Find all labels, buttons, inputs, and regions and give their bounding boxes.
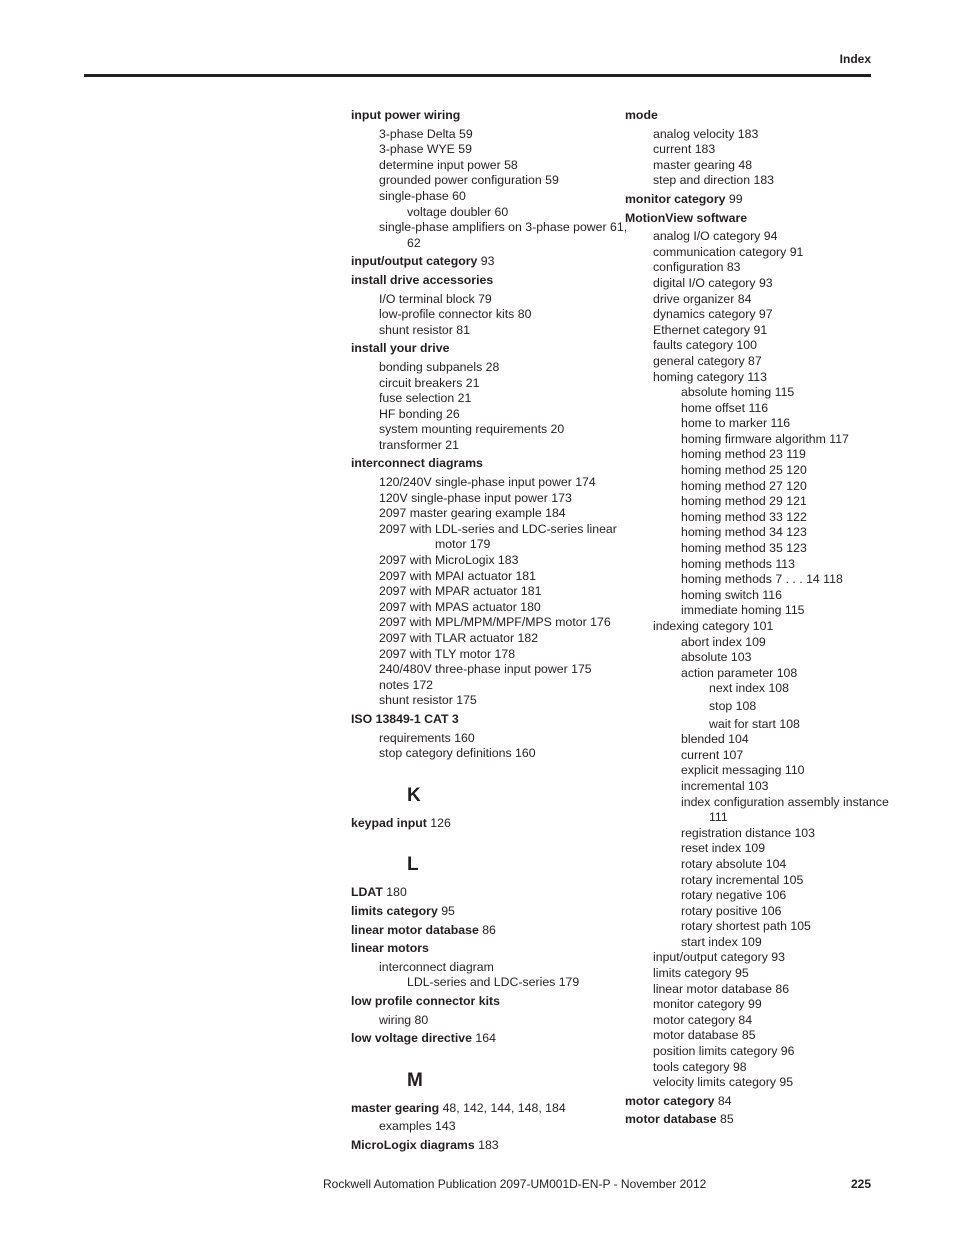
- index-sub-entry-text: wait for start 108: [709, 716, 800, 731]
- index-sub-entry-text: tools category 98: [653, 1059, 747, 1074]
- index-page-refs: 99: [725, 191, 743, 206]
- index-sub-entry-text: registration distance 103: [681, 825, 815, 840]
- index-sub-entry: [351, 662, 611, 678]
- index-sub-entry-text: abort index 109: [681, 634, 766, 649]
- index-sub-entry-text: homing switch 116: [681, 587, 782, 602]
- index-sub-entry-text: action parameter 108: [681, 665, 798, 680]
- index-sub-entry-text: limits category 95: [653, 966, 749, 981]
- index-sub-entry: [625, 666, 875, 682]
- index-sub-entry-text: 2097 master gearing example 184: [379, 506, 566, 521]
- index-sub-entry-text: configuration 83: [653, 260, 741, 275]
- index-sub-entry: [625, 142, 875, 158]
- index-sub-entry-text: 2097 with LDL-series and LDC-series linear: [379, 521, 617, 536]
- index-sub-entry-text: LDL-series and LDC-series 179: [407, 975, 580, 990]
- index-sub-entry-text: step and direction 183: [653, 173, 775, 188]
- index-sub-entry: [625, 572, 875, 588]
- index-sub-entry-text: 3-phase WYE 59: [379, 142, 472, 157]
- index-sub-entry-text: voltage doubler 60: [407, 204, 509, 219]
- index-sub-entry: [351, 647, 611, 663]
- index-sub-entry: [351, 678, 611, 694]
- index-sub-entry-text: stop category definitions 160: [379, 746, 536, 761]
- index-term: low profile connector kits: [351, 993, 500, 1008]
- index-page-refs: 93: [477, 254, 495, 269]
- index-sub-entry: [625, 794, 889, 826]
- index-sub-entry-text: incremental 103: [681, 778, 769, 793]
- index-sub-entry-text: notes 172: [379, 677, 434, 692]
- index-main-entry: [351, 994, 611, 1010]
- index-sub-entry: [625, 732, 875, 748]
- index-main-entry: [351, 885, 611, 901]
- index-sub-entry: [351, 407, 611, 423]
- index-sub-entry-text: absolute 103: [681, 650, 752, 665]
- index-sub-entry-text: rotary incremental 105: [681, 872, 804, 887]
- index-sub-entry: [625, 919, 875, 935]
- index-term: LDAT: [351, 885, 383, 900]
- index-sub-entry-text: single-phase 60: [379, 188, 466, 203]
- index-main-entry: [351, 1031, 611, 1047]
- index-main-entry: [351, 1138, 611, 1154]
- index-sub-entry: [351, 584, 611, 600]
- index-page-refs: 126: [426, 815, 451, 830]
- index-main-entry: [351, 341, 611, 357]
- index-sub-entry: [351, 142, 611, 158]
- index-sub-entry: [625, 1013, 875, 1029]
- index-term: MicroLogix diagrams: [351, 1137, 475, 1152]
- index-sub-entry: [625, 370, 875, 386]
- index-sub-entry: [625, 127, 875, 143]
- index-page-refs: 95: [437, 903, 455, 918]
- index-sub-entry-text: homing method 29 121: [681, 494, 807, 509]
- index-sub-entry: [351, 307, 611, 323]
- index-sub-entry: [351, 292, 611, 308]
- index-sub-entry: [351, 438, 611, 454]
- index-sub-entry: [625, 935, 875, 951]
- index-sub-entry: [625, 873, 875, 889]
- index-sub-entry: [625, 338, 875, 354]
- index-sub-entry: [625, 307, 875, 323]
- index-sub-entry-text: 3-phase Delta 59: [379, 126, 473, 141]
- index-sub-entry: [625, 699, 875, 715]
- index-sub-entry: [625, 463, 875, 479]
- index-sub-entry-text: homing method 23 119: [681, 447, 806, 462]
- index-sub-entry-text: communication category 91: [653, 244, 804, 259]
- index-sub-entry: [351, 615, 611, 631]
- index-sub-entry: [625, 779, 875, 795]
- index-sub-entry: [351, 158, 611, 174]
- index-sub-entry-text: rotary negative 106: [681, 888, 787, 903]
- index-page-refs: 180: [382, 885, 407, 900]
- index-sub-entry: [625, 841, 875, 857]
- index-sub-entry: [625, 619, 875, 635]
- index-sub-entry: [351, 521, 617, 553]
- index-sub-entry: [625, 260, 875, 276]
- index-term: motor category: [625, 1093, 715, 1108]
- index-sub-entry: [351, 960, 611, 976]
- index-sub-entry: [351, 491, 611, 507]
- index-entry-continuation: 62: [407, 235, 421, 250]
- index-sub-entry: [625, 635, 875, 651]
- index-main-entry: [625, 1112, 875, 1128]
- index-sub-entry: [625, 173, 875, 189]
- index-sub-entry: [625, 717, 875, 733]
- index-sub-entry-text: grounded power configuration 59: [379, 173, 559, 188]
- index-sub-entry-text: wiring 80: [379, 1012, 429, 1027]
- index-sub-entry: [351, 553, 611, 569]
- index-sub-entry: [625, 888, 875, 904]
- index-main-entry: [351, 1101, 611, 1117]
- index-sub-entry: [351, 323, 611, 339]
- index-sub-entry-text: homing method 25 120: [681, 463, 807, 478]
- index-sub-entry: [351, 422, 611, 438]
- index-sub-entry-text: 2097 with MPAR actuator 181: [379, 584, 542, 599]
- index-main-entry: [351, 712, 611, 728]
- index-sub-entry-text: analog velocity 183: [653, 126, 759, 141]
- index-term: keypad input: [351, 815, 427, 830]
- footer-publication: Rockwell Automation Publication 2097-UM001D-EN-P - November 2012: [323, 1177, 707, 1191]
- index-sub-entry-text: motor category 84: [653, 1012, 753, 1027]
- index-sub-entry: [625, 323, 875, 339]
- index-main-entry: [625, 108, 875, 124]
- index-sub-entry: [625, 650, 875, 666]
- index-sub-entry: [351, 220, 628, 251]
- index-main-entry: [351, 273, 611, 289]
- index-sub-entry-text: rotary shortest path 105: [681, 919, 811, 934]
- index-sub-entry: [351, 746, 611, 762]
- index-sub-entry-text: homing firmware algorithm 117: [681, 431, 849, 446]
- index-sub-entry-text: requirements 160: [379, 730, 475, 745]
- index-main-entry: [625, 211, 875, 227]
- index-sub-entry: [351, 631, 611, 647]
- index-sub-entry-text: linear motor database 86: [653, 981, 790, 996]
- index-sub-entry: [351, 1013, 611, 1029]
- index-section-letter: M: [407, 1069, 423, 1091]
- index-sub-entry-text: 2097 with TLAR actuator 182: [379, 631, 539, 645]
- index-term: ISO 13849-1 CAT 3: [351, 711, 459, 726]
- index-sub-entry-text: absolute homing 115: [681, 385, 795, 400]
- index-sub-entry: [625, 494, 875, 510]
- index-sub-entry-text: immediate homing 115: [681, 603, 805, 618]
- index-term: linear motors: [351, 941, 429, 956]
- index-sub-entry-text: drive organizer 84: [653, 291, 752, 306]
- index-sub-entry-text: 120V single-phase input power 173: [379, 490, 572, 505]
- index-sub-entry-text: general category 87: [653, 353, 762, 368]
- index-sub-entry: [625, 158, 875, 174]
- index-sub-entry-text: Ethernet category 91: [653, 322, 768, 337]
- index-sub-entry-text: indexing category 101: [653, 619, 774, 633]
- index-term: mode: [625, 108, 658, 122]
- index-sub-entry-text: low-profile connector kits 80: [379, 307, 532, 322]
- index-sub-entry-text: homing category 113: [653, 369, 767, 384]
- index-sub-entry: [625, 525, 875, 541]
- index-sub-entry-text: rotary positive 106: [681, 903, 782, 918]
- index-sub-entry-text: circuit breakers 21: [379, 375, 480, 390]
- index-sub-entry-text: current 183: [653, 142, 716, 157]
- index-sub-entry-text: rotary absolute 104: [681, 856, 787, 871]
- index-main-entry: [351, 456, 611, 472]
- index-sub-entry: [625, 1028, 875, 1044]
- index-sub-entry-text: input/output category 93: [653, 950, 785, 965]
- index-sub-entry-text: bonding subpanels 28: [379, 359, 500, 374]
- index-sub-entry: [625, 588, 875, 604]
- index-sub-entry-text: 2097 with MicroLogix 183: [379, 553, 519, 568]
- index-sub-entry-text: homing method 35 123: [681, 541, 807, 556]
- index-sub-entry-text: index configuration assembly instance: [681, 794, 889, 809]
- index-term: input/output category: [351, 254, 478, 269]
- index-sub-entry: [351, 731, 611, 747]
- index-sub-entry-text: homing method 27 120: [681, 478, 807, 493]
- index-sub-entry-text: homing methods 113: [681, 556, 795, 571]
- index-sub-entry: [625, 763, 875, 779]
- index-main-entry: [625, 1094, 875, 1110]
- index-sub-entry: [351, 127, 611, 143]
- index-sub-entry: [625, 401, 875, 417]
- index-sub-entry: [351, 189, 611, 205]
- index-sub-entry: [625, 904, 875, 920]
- index-term: master gearing: [351, 1100, 440, 1115]
- index-sub-entry-text: position limits category 96: [653, 1044, 795, 1059]
- index-sub-entry: [625, 354, 875, 370]
- index-sub-entry: [625, 276, 875, 292]
- index-sub-entry: [351, 475, 611, 491]
- index-entry-continuation: motor 179: [435, 537, 491, 552]
- index-term: MotionView software: [625, 210, 748, 225]
- index-sub-entry: [625, 541, 875, 557]
- index-sub-entry-text: 240/480V three-phase input power 175: [379, 662, 592, 677]
- index-sub-entry: [625, 292, 875, 308]
- index-column-right: [625, 108, 889, 1128]
- index-sub-entry-text: HF bonding 26: [379, 406, 460, 421]
- index-entry-continuation: 111: [709, 810, 728, 825]
- index-main-entry: [625, 192, 875, 208]
- index-sub-entry-text: digital I/O category 93: [653, 275, 773, 290]
- index-sub-entry-text: homing methods 7 . . . 14 118: [681, 572, 843, 587]
- index-sub-entry: [625, 966, 875, 982]
- index-sub-entry-text: examples 143: [379, 1119, 456, 1134]
- index-sub-entry-text: shunt resistor 81: [379, 322, 470, 337]
- index-sub-entry: [351, 693, 611, 709]
- index-sub-entry-text: 2097 with MPL/MPM/MPF/MPS motor 176: [379, 615, 611, 630]
- index-sub-entry-text: 2097 with MPAS actuator 180: [379, 599, 541, 614]
- index-sub-entry-text: start index 109: [681, 934, 762, 949]
- index-sub-entry: [625, 950, 875, 966]
- index-sub-entry-text: homing method 34 123: [681, 525, 807, 540]
- index-sub-entry: [625, 748, 875, 764]
- index-sub-entry: [625, 510, 875, 526]
- index-sub-entry: [351, 1119, 611, 1135]
- index-sub-entry-text: analog I/O category 94: [653, 229, 778, 244]
- index-sub-entry: [351, 975, 611, 991]
- index-page-refs: 183: [474, 1137, 499, 1152]
- index-sub-entry: [351, 506, 611, 522]
- index-page-refs: 48, 142, 144, 148, 184: [439, 1100, 566, 1115]
- index-sub-entry: [625, 385, 875, 401]
- index-section-letter: K: [407, 784, 421, 806]
- index-sub-entry: [625, 416, 875, 432]
- index-sub-entry: [351, 205, 611, 221]
- index-sub-entry-text: 2097 with TLY motor 178: [379, 646, 516, 661]
- index-main-entry: [351, 904, 611, 920]
- index-sub-entry-text: faults category 100: [653, 338, 757, 353]
- index-column-left: [351, 108, 628, 1153]
- index-section-letter: L: [407, 854, 419, 876]
- index-sub-entry-text: reset index 109: [681, 841, 766, 856]
- index-main-entry: [351, 923, 611, 939]
- index-term: input power wiring: [351, 108, 461, 122]
- index-sub-entry: [625, 447, 875, 463]
- index-sub-entry-text: single-phase amplifiers on 3-phase power 61,: [379, 220, 628, 235]
- index-main-entry: [351, 254, 611, 270]
- index-sub-entry: [351, 600, 611, 616]
- index-sub-entry-text: motor database 85: [653, 1028, 756, 1043]
- index-term: low voltage directive: [351, 1031, 472, 1046]
- index-sub-entry-text: current 107: [681, 747, 744, 762]
- index-sub-entry: [625, 997, 875, 1013]
- index-sub-entry-text: homing method 33 122: [681, 509, 807, 524]
- index-sub-entry-text: velocity limits category 95: [653, 1075, 794, 1090]
- index-sub-entry: [351, 360, 611, 376]
- index-term: limits category: [351, 903, 438, 918]
- index-sub-entry: [625, 1044, 875, 1060]
- index-sub-entry-text: fuse selection 21: [379, 391, 472, 406]
- index-sub-entry-text: determine input power 58: [379, 157, 518, 172]
- index-sub-entry-text: 2097 with MPAI actuator 181: [379, 568, 536, 583]
- index-sub-entry-text: I/O terminal block 79: [379, 291, 492, 306]
- index-term: install drive accessories: [351, 272, 494, 287]
- index-sub-entry: [625, 432, 875, 448]
- footer-page-number: 225: [850, 1177, 871, 1191]
- index-sub-entry: [351, 569, 611, 585]
- index-main-entry: [351, 941, 611, 957]
- index-sub-entry: [625, 245, 875, 261]
- index-sub-entry-text: next index 108: [709, 681, 789, 696]
- index-sub-entry-text: master gearing 48: [653, 157, 753, 172]
- index-sub-entry: [625, 826, 875, 842]
- index-sub-entry-text: explicit messaging 110: [681, 763, 805, 778]
- index-sub-entry: [625, 1060, 875, 1076]
- index-sub-entry: [351, 376, 611, 392]
- index-page-refs: 164: [471, 1031, 496, 1046]
- index-sub-entry-text: 120/240V single-phase input power 174: [379, 475, 596, 490]
- index-term: linear motor database: [351, 922, 479, 937]
- index-sub-entry: [625, 857, 875, 873]
- index-page-refs: 85: [716, 1112, 734, 1127]
- index-sub-entry-text: blended 104: [681, 732, 749, 747]
- index-sub-entry-text: monitor category 99: [653, 997, 762, 1012]
- index-sub-entry-text: dynamics category 97: [653, 307, 773, 322]
- index-sub-entry: [625, 1075, 875, 1091]
- index-sub-entry: [625, 681, 875, 697]
- index-sub-entry-text: home to marker 116: [681, 416, 791, 431]
- header-rule: [84, 74, 871, 77]
- index-main-entry: [351, 816, 611, 832]
- index-sub-entry: [625, 229, 875, 245]
- index-page-refs: 86: [478, 922, 496, 937]
- index-page-refs: 84: [714, 1093, 732, 1108]
- index-sub-entry-text: interconnect diagram: [379, 959, 494, 974]
- index-sub-entry: [351, 173, 611, 189]
- index-term: interconnect diagrams: [351, 456, 483, 471]
- index-term: install your drive: [351, 341, 450, 356]
- index-sub-entry: [625, 603, 875, 619]
- index-sub-entry-text: stop 108: [709, 698, 757, 713]
- index-main-entry: [351, 108, 611, 124]
- index-term: motor database: [625, 1112, 717, 1127]
- index-sub-entry: [351, 391, 611, 407]
- index-sub-entry-text: transformer 21: [379, 437, 459, 452]
- index-sub-entry-text: shunt resistor 175: [379, 693, 477, 708]
- index-term: monitor category: [625, 191, 726, 206]
- page-header-title: Index: [839, 52, 871, 66]
- index-sub-entry: [625, 982, 875, 998]
- index-sub-entry: [625, 557, 875, 573]
- index-sub-entry: [625, 479, 875, 495]
- index-sub-entry-text: home offset 116: [681, 400, 769, 415]
- index-sub-entry-text: system mounting requirements 20: [379, 422, 565, 437]
